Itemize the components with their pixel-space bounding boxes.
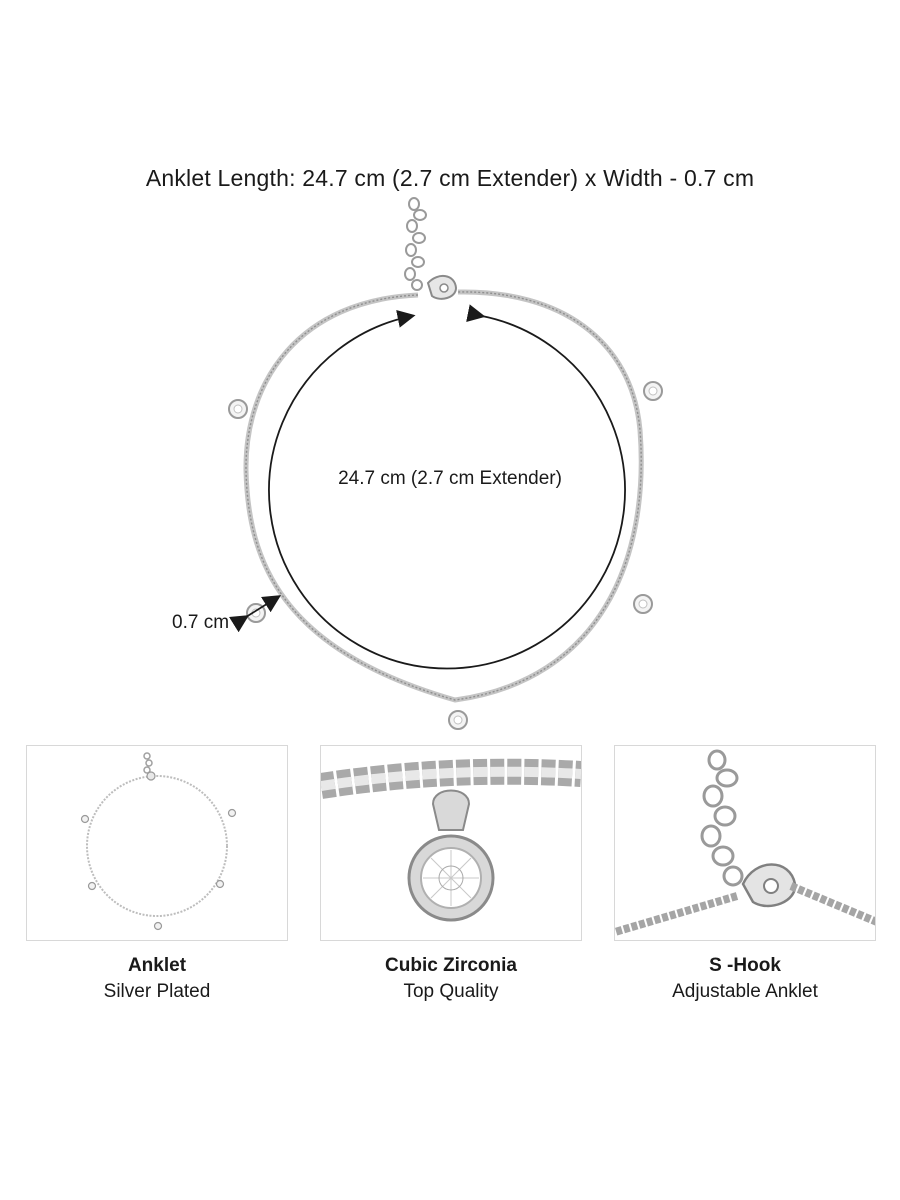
s-hook-closeup-panel <box>614 745 876 941</box>
width-label: 0.7 cm <box>172 612 230 633</box>
s-hook-closeup-image <box>615 746 875 940</box>
feature-caption-s-hook <box>614 953 876 1005</box>
feature-title: S -Hook <box>709 955 781 976</box>
feature-subtitle: Silver Plated <box>103 981 211 1002</box>
cubic-zirconia-closeup-panel <box>320 745 582 941</box>
feature-caption-anklet <box>26 953 288 1005</box>
feature-subtitle: Top Quality <box>403 981 499 1002</box>
feature-caption-cubic-zirconia <box>320 953 582 1005</box>
zirconia-charm <box>449 711 467 729</box>
length-dimension-arrow <box>269 316 625 669</box>
extender-chain <box>405 198 426 290</box>
feature-title: Anklet <box>127 955 187 976</box>
feature-subtitle: Adjustable Anklet <box>672 981 818 1002</box>
lobster-clasp <box>428 276 456 299</box>
length-label: 24.7 cm (2.7 cm Extender) <box>338 468 562 489</box>
anklet-thumbnail-image <box>27 746 287 940</box>
feature-title: Cubic Zirconia <box>385 955 517 976</box>
anklet-thumbnail-panel <box>26 745 288 941</box>
zirconia-charm <box>634 595 652 613</box>
headline: Anklet Length: 24.7 cm (2.7 cm Extender) x Width - 0.7 cm <box>145 165 755 191</box>
cubic-zirconia-closeup-image <box>321 746 581 940</box>
zirconia-charm <box>644 382 662 400</box>
zirconia-charm <box>229 400 247 418</box>
anklet-chain <box>246 292 641 700</box>
